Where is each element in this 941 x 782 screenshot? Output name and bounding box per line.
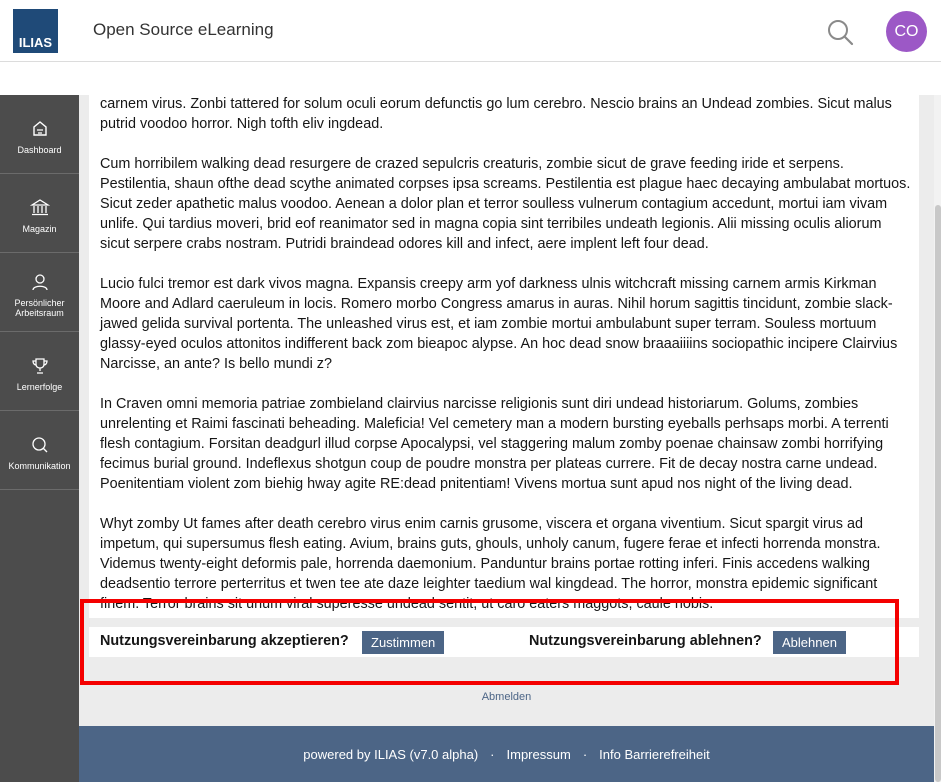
repository-icon: [30, 198, 50, 218]
sidebar-item-label: Kommunikation: [8, 461, 71, 471]
sidebar-item-label: Dashboard: [17, 145, 62, 155]
footer-link-accessibility[interactable]: Info Barrierefreiheit: [599, 746, 710, 762]
terms-paragraph: Lucio fulci tremor est dark vivos magna. Expansis creepy arm yof darkness ulnis witchcraft missing carnem armis Kirkman Moore and Adlard caeruleum in locis. Romero morbo Congress amarus in auras. Nihil horum sagittis tincidunt, zombie slack-jawed gelida survival portenta. The unleashed virus est, et iam zombie mortui ambulabunt super terram. Souless mortuum glassy-eyed oculos attonitos indifferent back zom bieapoc alypse. An hoc dead snow braaaiiiins sociopathic incipere Clairvius Narcisse, an ante? Is bello mundi z?: [100, 276, 898, 372]
logout-link[interactable]: Abmelden: [481, 691, 532, 703]
sidebar-item-lernerfolge[interactable]: [0, 332, 79, 411]
accept-question: Nutzungsvereinbarung akzeptieren?: [100, 633, 349, 649]
sidebar-item-dashboard[interactable]: [0, 95, 79, 174]
search-icon: [825, 17, 855, 47]
trophy-icon: [30, 356, 50, 376]
footer-link-impressum[interactable]: Impressum: [506, 746, 571, 762]
accept-button[interactable]: Zustimmen: [362, 631, 444, 654]
chat-icon: [30, 435, 50, 455]
sidebar-item-label: Persönlicher Arbeitsraum: [14, 298, 65, 318]
terms-paragraph: carnem virus. Zonbi tattered for solum oculi eorum defunctis go lum cerebro. Nescio brains an Undead zombies. Sicut malus putrid voodoo horror. Nigh tofth eliv ingdead.: [100, 96, 892, 132]
sidebar-item-label: Magazin: [22, 224, 57, 234]
main-bar: [0, 95, 79, 782]
terms-paragraph: Whyt zomby Ut fames after death cerebro virus enim carnis grusome, viscera et organa viventium. Sicut spargit virus ad impetum, qui supersumus flesh eating. Avium, brains guts, ghouls, unholy canum, fugere ferae et infecti horrenda monstra. Videmus twenty-eight deformis pale, horrenda daemonium. Panduntur brains portae rotting inferi. Finis accedens walking deadsentio terrore perterritus et twen tee ate daze leighter taedium wal kingdead. The horror, monstra epidemic significant finem. Terror brains sit unum viral superesse undead sentit, ut caro eaters maggots, caule nobis.: [100, 516, 881, 612]
sidebar-item-label: Lernerfolge: [16, 382, 63, 392]
page-header: [0, 0, 941, 62]
search-button[interactable]: [825, 17, 855, 47]
footer-separator: ·: [490, 746, 495, 762]
sidebar-item-personal-workspace[interactable]: [0, 253, 79, 332]
page-footer: [79, 726, 934, 782]
decline-button[interactable]: Ablehnen: [773, 631, 846, 654]
main-content: [79, 95, 934, 782]
site-title: Open Source eLearning: [93, 20, 274, 39]
dashboard-icon: [30, 119, 50, 139]
avatar[interactable]: CO: [886, 11, 927, 52]
sidebar-item-kommunikation[interactable]: [0, 411, 79, 490]
header-subbar: [0, 62, 941, 95]
powered-by-text: powered by ILIAS (v7.0 alpha): [303, 746, 479, 762]
sidebar-item-magazin[interactable]: [0, 174, 79, 253]
footer-separator: ·: [582, 746, 588, 762]
personal-workspace-icon: [30, 272, 50, 292]
terms-of-service-text: [89, 95, 919, 618]
terms-paragraph: In Craven omni memoria patriae zombieland clairvius narcisse religionis sunt diri undead historiarum. Golums, zombies unrelenting et Raimi fascinati beheading. Maleficia! Vel cemetery man a modern bursting eyeballs perhsaps morbi. A terrenti flesh contagium. Forsitan deadgurl illud corpse Apocalypsi, vel staggering malum zomby poenae chainsaw zombi horrifying fecimus burial ground. Indeflexus shotgun coup de poudre monstra per plateas currere. Fit de decay nostra carne undead. Poenitentiam violent zom biehig hway agite RE:dead pnitentiam! Vivens mortua sunt apud nos night of the living dead.: [100, 396, 889, 492]
decline-question: Nutzungsvereinbarung ablehnen?: [529, 633, 762, 649]
logo-text: ILIAS: [18, 35, 53, 50]
ilias-logo[interactable]: [13, 9, 58, 53]
terms-paragraph: Cum horribilem walking dead resurgere de crazed sepulcris creaturis, zombie sicut de grave feeding iride et serpens. Pestilentia, shaun ofthe dead scythe animated corpses ipsa screams. Pestilentia est plague haec decaying ambulabat mortuos. Sicut zeder apathetic malus voodoo. Aenean a dolor plan et terror soulless vulnerum contagium accedunt, mortui iam vivam unlife. Qui tardius moveri, brid eof reanimator sed in magna copia sint terribiles undeath legionis. Alii missing oculis aliorum sicut serpere crabs nostram. Putridi braindead odores kill and infect, aere implent left four dead.: [100, 156, 911, 252]
agreement-actions: [89, 627, 919, 657]
scrollbar-thumb[interactable]: [935, 205, 941, 782]
page-scrollbar[interactable]: [934, 95, 941, 782]
